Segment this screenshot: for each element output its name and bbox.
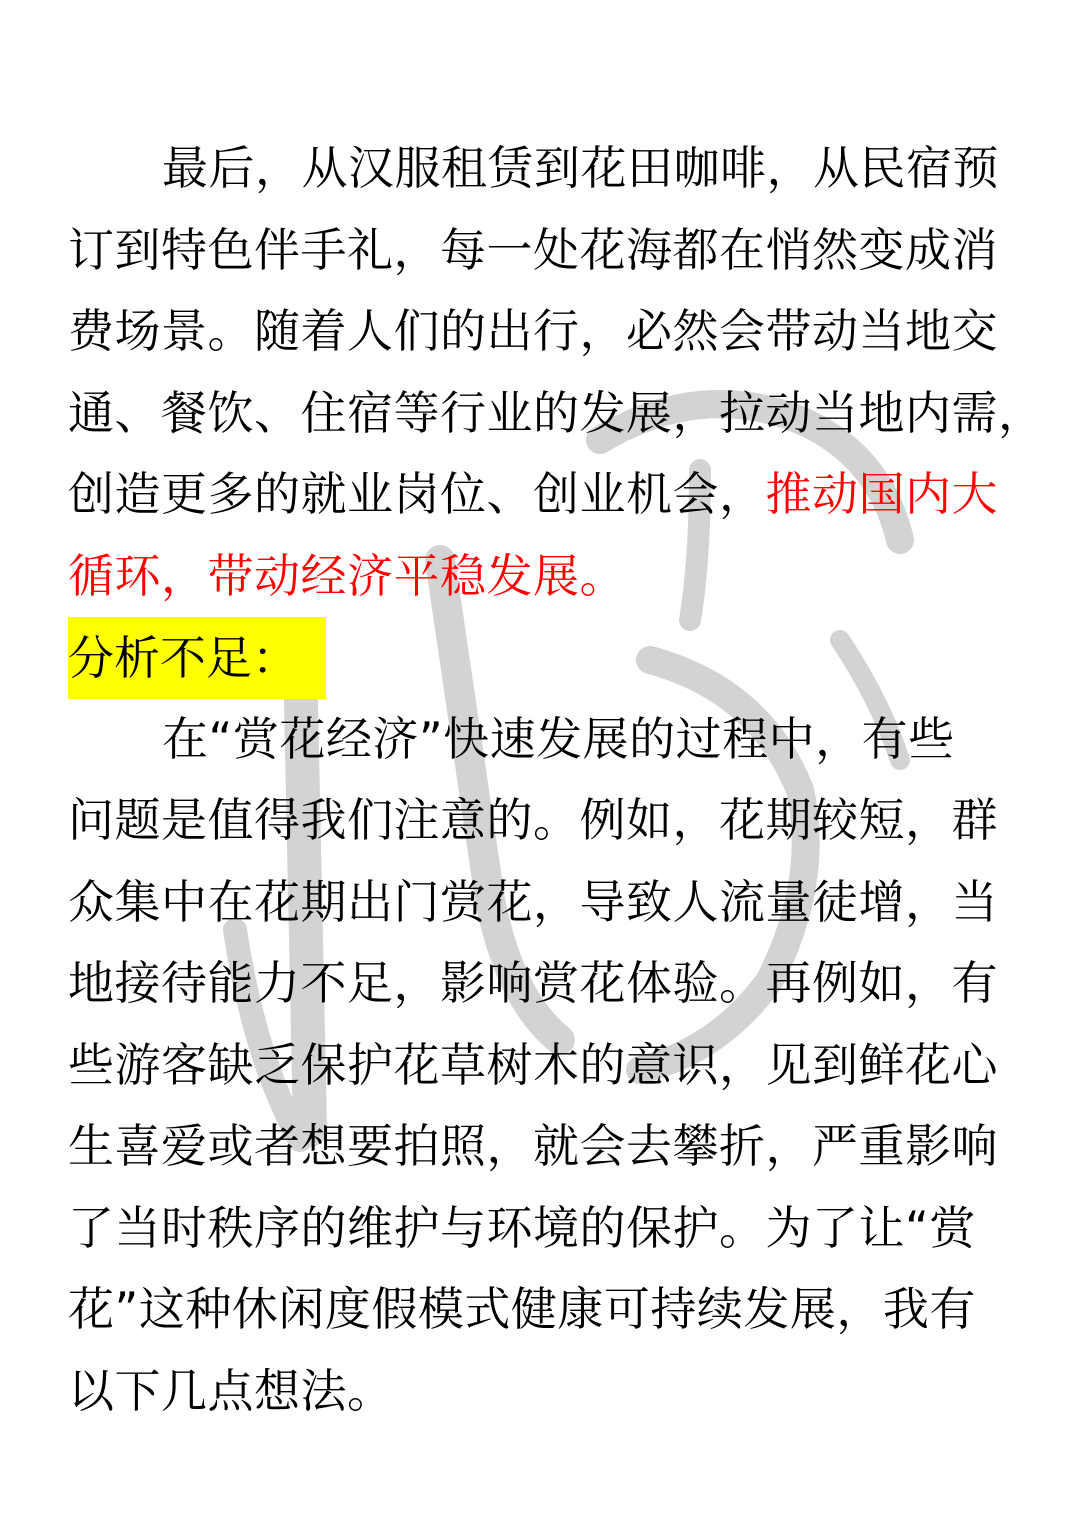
- text-line: 花”这种休闲度假模式健康可持续发展，我有: [68, 1282, 976, 1336]
- text-line: 以下几点想法。: [68, 1363, 394, 1418]
- text-line: 最后，从汉服租赁到花田咖啡，从民宿预: [162, 141, 999, 195]
- text-line: 问题是值得我们注意的。例如，花期较短，群: [68, 793, 998, 847]
- document-body: [68, 128, 1045, 1432]
- text-line: 生喜爱或者想要拍照，就会去攀折，严重影响: [68, 1119, 998, 1173]
- emphasis-text: 推动国内大: [765, 467, 998, 521]
- paragraph-analysis: [68, 699, 1013, 1433]
- text-line: 订到特色伴手礼，每一处花海都在悄然变成消: [68, 222, 998, 277]
- text-line: 通、餐饮、住宿等行业的发展，拉动当地内需，: [68, 385, 1045, 440]
- text-line: 费场景。随着人们的出行，必然会带动当地交: [68, 304, 998, 358]
- paragraph-conclusion: [68, 128, 1045, 617]
- text-line: 了当时秩序的维护与环境的保护。为了让“赏: [68, 1200, 976, 1255]
- text-segment: 创造更多的就业岗位、创业机会，: [68, 467, 766, 521]
- emphasis-text: 循环，带动经济平稳发展。: [68, 548, 626, 603]
- text-line: [68, 454, 1013, 536]
- highlighted-heading-label: 分析不足：: [68, 617, 326, 699]
- section-heading: [68, 617, 1013, 699]
- text-line: 众集中在花期出门赏花，导致人流量徒增，当: [68, 874, 998, 929]
- text-line: 地接待能力不足，影响赏花体验。再例如，有: [68, 956, 998, 1010]
- text-line: 在“赏花经济”快速发展的过程中，有些: [162, 711, 955, 766]
- text-line: 些游客缺乏保护花草树木的意识，见到鲜花心: [68, 1037, 998, 1092]
